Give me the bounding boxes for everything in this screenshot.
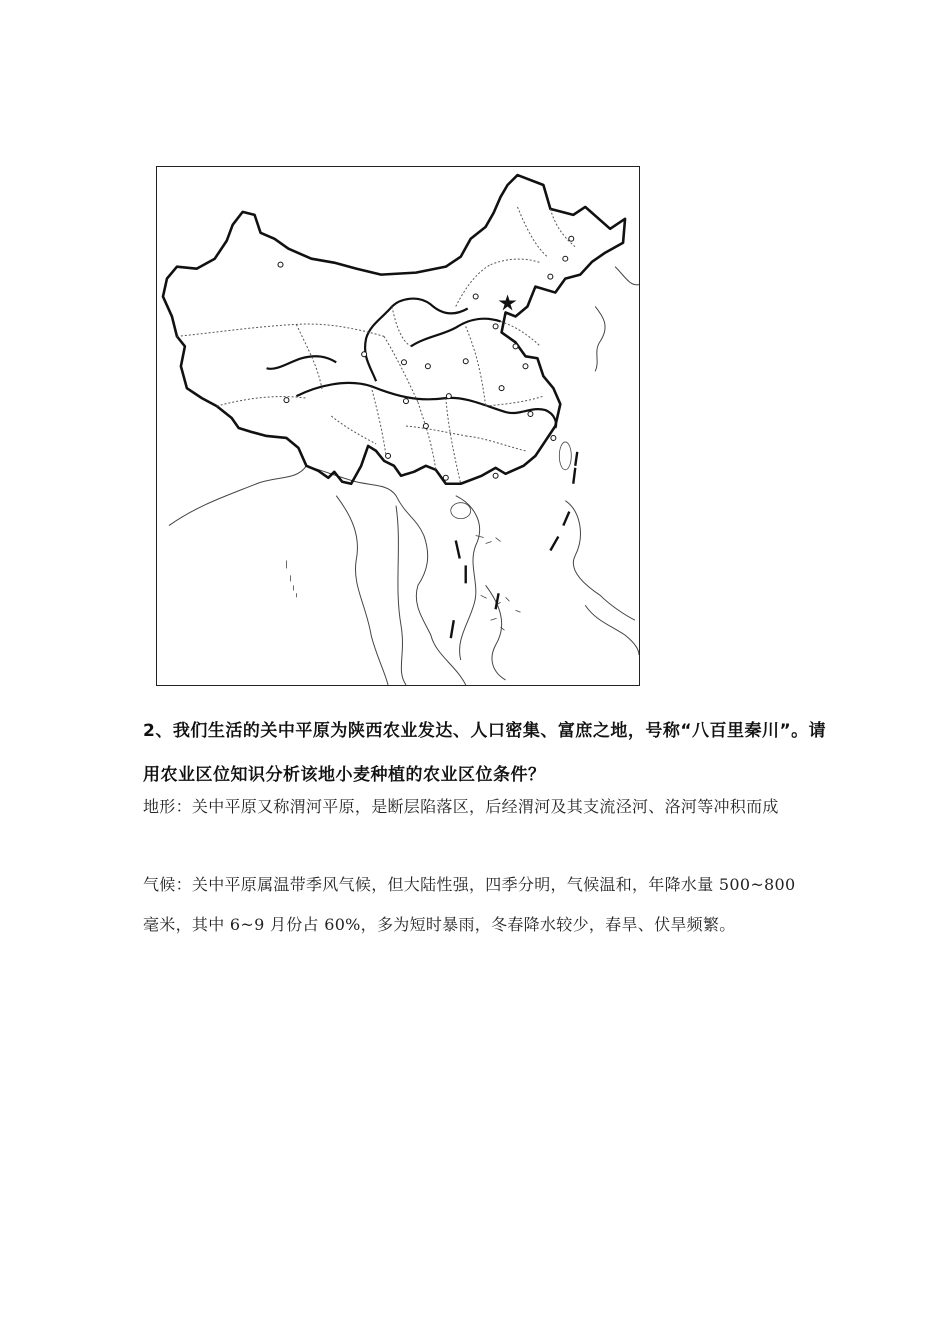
- major-internal-lines: [267, 299, 556, 428]
- answer-terrain: 地形：关中平原又称渭河平原，是断层陷落区，后经渭河及其支流泾河、洛河等冲积而成: [143, 797, 779, 816]
- map-drawing: [157, 167, 639, 685]
- capital-dots: [278, 236, 574, 480]
- answer-climate-line-2: 毫米，其中 6~9 月份占 60%，多为短时暴雨，冬春降水较少，春旱、伏旱频繁。: [143, 915, 736, 934]
- islands: [286, 442, 571, 630]
- china-outline-map: [156, 166, 640, 686]
- question-line-2: 用农业区位知识分析该地小麦种植的农业区位条件？: [143, 765, 546, 785]
- beijing-star-icon: [499, 295, 517, 311]
- answer-climate-line-1: 气候：关中平原属温带季风气候，但大陆性强，四季分明，气候温和，年降水量 500~800: [143, 875, 796, 894]
- question-line-1: 2、我们生活的关中平原为陕西农业发达、人口密集、富庶之地，号称“八百里秦川”。请: [143, 721, 827, 741]
